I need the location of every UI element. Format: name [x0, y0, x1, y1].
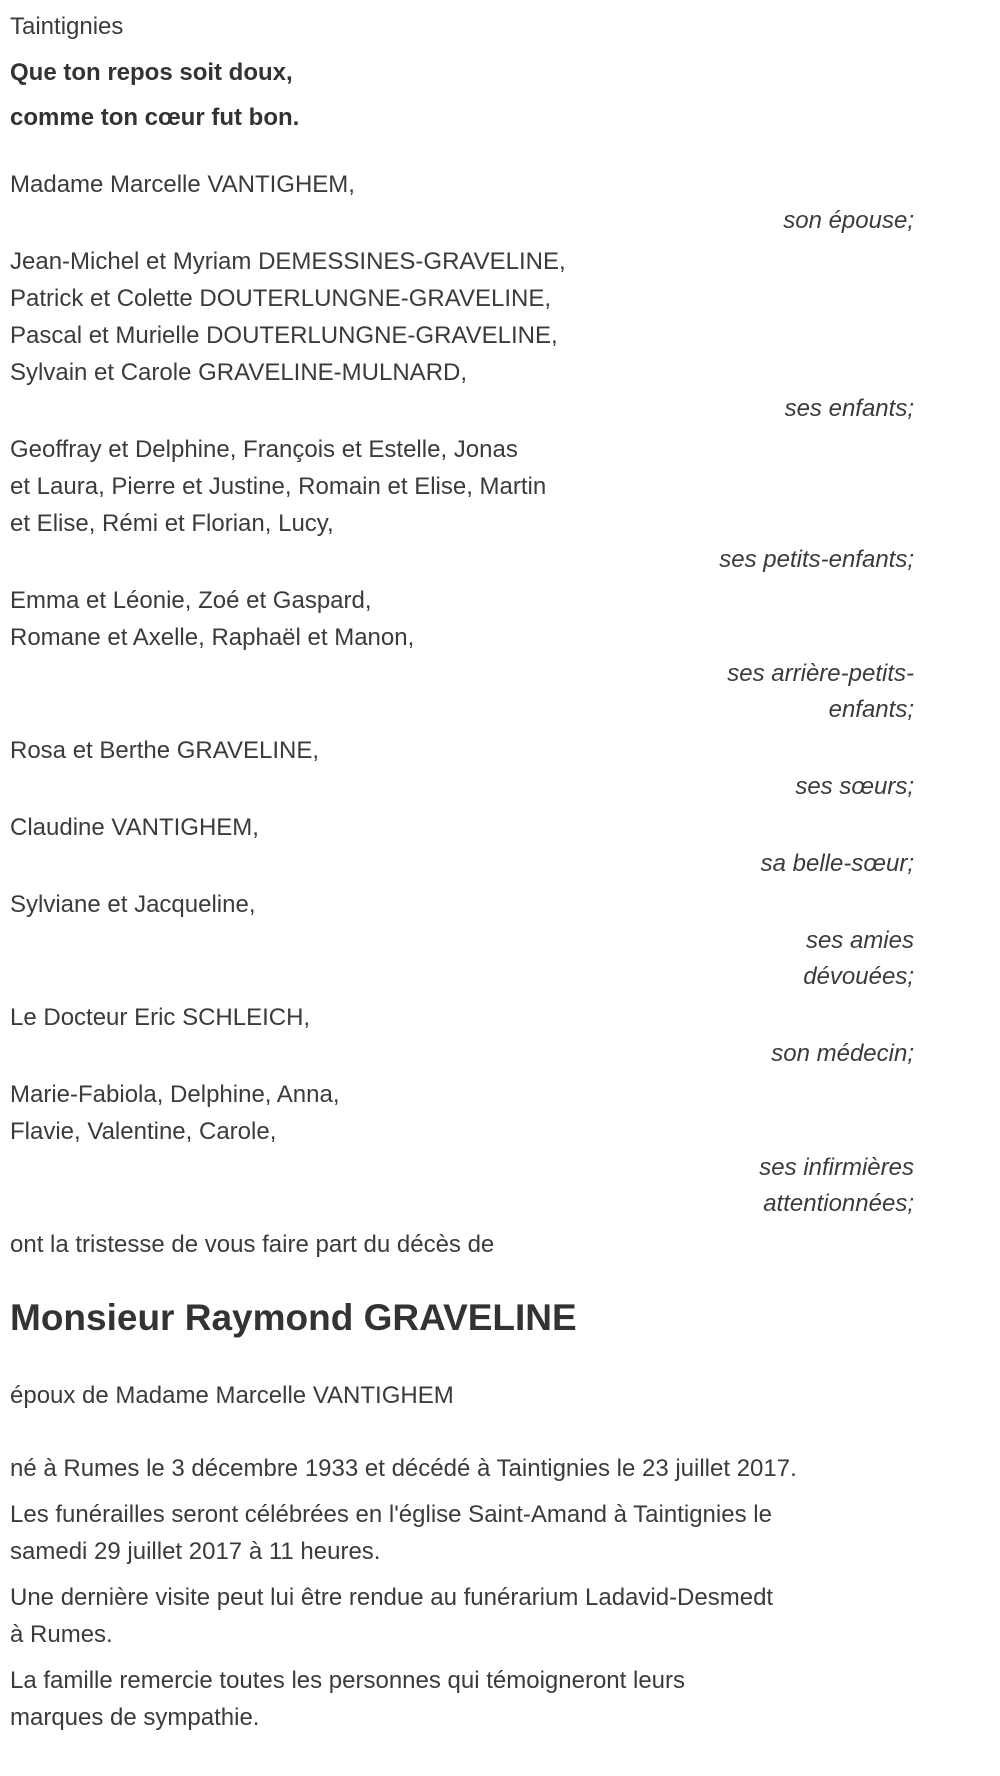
epitaph-line: Que ton repos soit doux,	[10, 59, 293, 86]
name-line: Claudine VANTIGHEM,	[10, 814, 259, 841]
relation-line: son médecin;	[771, 1040, 914, 1067]
name-line: Flavie, Valentine, Carole,	[10, 1118, 277, 1145]
name-line: Rosa et Berthe GRAVELINE,	[10, 737, 320, 764]
details-section	[10, 1450, 914, 1736]
place-label: Taintignies	[10, 13, 124, 40]
relation-line: ses petits-enfants;	[719, 546, 914, 573]
relation-line: ses infirmières	[759, 1154, 914, 1181]
relation-label	[10, 656, 914, 728]
spouse-line: époux de Madame Marcelle VANTIGHEM	[10, 1382, 454, 1409]
relative-group-great-grandchildren	[10, 582, 914, 728]
relative-group-children	[10, 243, 914, 427]
name-line: Marie-Fabiola, Delphine, Anna,	[10, 1081, 340, 1108]
announcement-line: ont la tristesse de vous faire part du décès de	[10, 1231, 495, 1258]
paragraph-line: samedi 29 juillet 2017 à 11 heures.	[10, 1538, 381, 1565]
name-line: Le Docteur Eric SCHLEICH,	[10, 1004, 311, 1031]
name-line: Pascal et Murielle DOUTERLUNGNE-GRAVELINE,	[10, 322, 558, 349]
deceased-name-title: Monsieur Raymond GRAVELINE	[10, 1297, 577, 1338]
relation-line: ses enfants;	[784, 395, 914, 422]
relation-line: son épouse;	[783, 207, 914, 234]
funeral-paragraph	[10, 1496, 914, 1570]
relative-group-grandchildren	[10, 431, 914, 578]
name-line: Patrick et Colette DOUTERLUNGNE-GRAVELINE,	[10, 285, 552, 312]
name-line: et Laura, Pierre et Justine, Romain et Elise, Martin	[10, 473, 547, 500]
paragraph-line: né à Rumes le 3 décembre 1933 et décédé à Taintignies le 23 juillet 2017.	[10, 1455, 797, 1482]
relative-group-friends	[10, 886, 914, 995]
paragraph-line: Les funérailles seront célébrées en l'église Saint-Amand à Taintignies le	[10, 1501, 772, 1528]
relative-group-sister-in-law	[10, 809, 914, 882]
relative-group-spouse	[10, 166, 914, 239]
name-line: Sylvain et Carole GRAVELINE-MULNARD,	[10, 359, 468, 386]
relation-line: attentionnées;	[763, 1190, 914, 1217]
relation-line: sa belle-sœur;	[760, 850, 914, 877]
relation-line: dévouées;	[803, 963, 914, 990]
name-line: Geoffray et Delphine, François et Estelle, Jonas	[10, 436, 518, 463]
name-line: Jean-Michel et Myriam DEMESSINES-GRAVELINE,	[10, 248, 566, 275]
name-line: Emma et Léonie, Zoé et Gaspard,	[10, 587, 372, 614]
relation-label	[10, 846, 914, 882]
name-line: Romane et Axelle, Raphaël et Manon,	[10, 624, 415, 651]
relation-label	[10, 769, 914, 805]
relative-group-doctor	[10, 999, 914, 1072]
paragraph-line: Une dernière visite peut lui être rendue au funérarium Ladavid-Desmedt	[10, 1584, 774, 1611]
relation-label	[10, 542, 914, 578]
relation-label	[10, 391, 914, 427]
birth-death-paragraph	[10, 1450, 914, 1487]
visit-paragraph	[10, 1579, 914, 1653]
relation-line: ses sœurs;	[795, 773, 914, 800]
paragraph-line: marques de sympathie.	[10, 1704, 260, 1731]
relation-line: enfants;	[828, 696, 914, 723]
paragraph-line: La famille remercie toutes les personnes qui témoigneront leurs	[10, 1667, 686, 1694]
epitaph	[10, 50, 914, 140]
relation-line: ses amies	[805, 927, 914, 954]
thanks-paragraph	[10, 1662, 914, 1736]
relation-line: ses arrière-petits-	[727, 660, 914, 687]
relation-label	[10, 1036, 914, 1072]
relative-group-sisters	[10, 732, 914, 805]
relation-label	[10, 923, 914, 995]
relative-group-nurses	[10, 1076, 914, 1222]
name-line: Madame Marcelle VANTIGHEM,	[10, 171, 355, 198]
name-line: Sylviane et Jacqueline,	[10, 891, 256, 918]
paragraph-line: à Rumes.	[10, 1621, 113, 1648]
name-line: et Elise, Rémi et Florian, Lucy,	[10, 510, 334, 537]
epitaph-line: comme ton cœur fut bon.	[10, 104, 300, 131]
relation-label	[10, 1150, 914, 1222]
relation-label	[10, 203, 914, 239]
